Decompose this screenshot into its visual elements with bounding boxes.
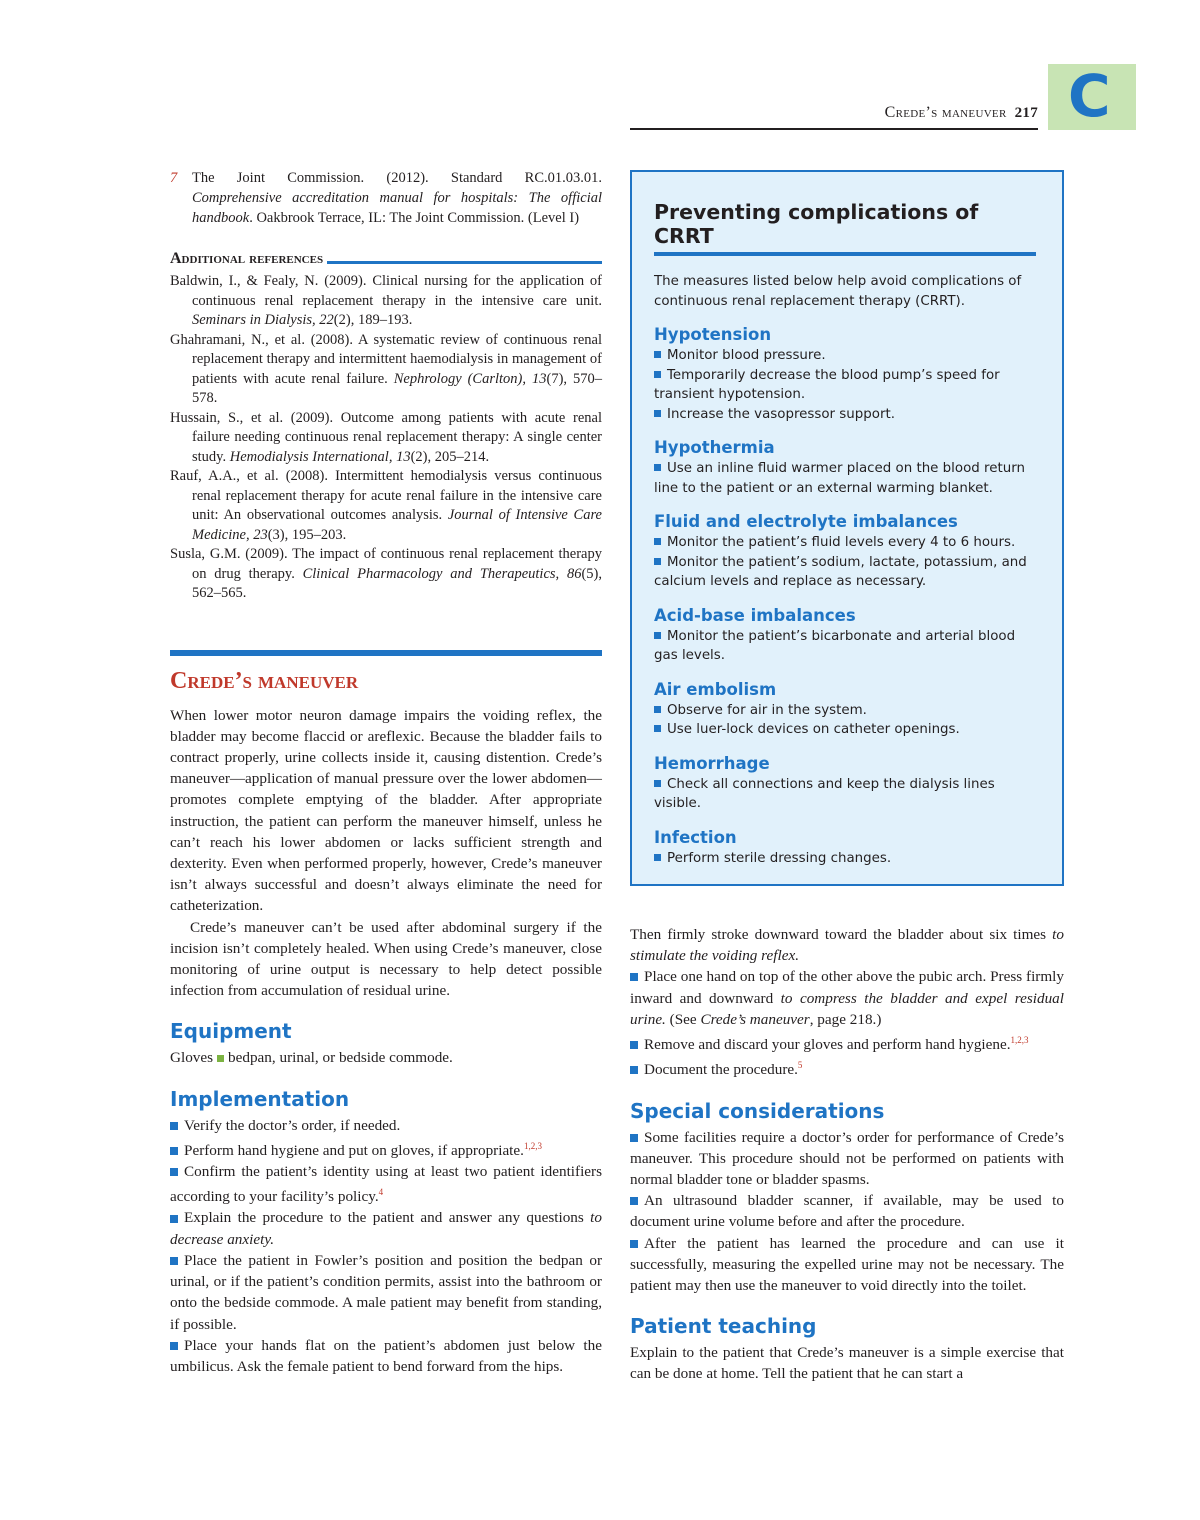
reference-text: . Oakbrook Terrace, IL: The Joint Commission. (Level I) xyxy=(249,210,580,226)
sidebar-item-text: Perform sterile dressing changes. xyxy=(667,850,892,866)
sidebar-item xyxy=(654,533,1042,553)
bullet-icon xyxy=(630,1240,638,1248)
bullet-icon xyxy=(654,464,661,471)
bullet-icon xyxy=(170,1122,178,1130)
reference-item xyxy=(170,545,602,604)
reference-7 xyxy=(170,168,602,228)
crrt-sidebar-box xyxy=(630,170,1064,886)
special-considerations-heading: Special considerations xyxy=(630,1098,885,1123)
bullet-icon xyxy=(654,351,661,358)
bullet-icon xyxy=(630,1066,638,1074)
sidebar-heading: Hemorrhage xyxy=(654,753,770,773)
sidebar-heading: Fluid and electrolyte imbalances xyxy=(654,512,958,531)
ref-journal: Clinical Pharmacology and Therapeutics, 86 xyxy=(302,565,582,582)
ref-journal: Journal of Intensive Care Medicine, 23 xyxy=(192,507,602,543)
ref-text: Ghahramani, N., et al. (2008). A systematic review of continuous renal replacement therapy and intermittent haemodialysis in management of patients with acute renal failure. xyxy=(170,331,602,387)
bullet-icon xyxy=(654,371,661,378)
right-column xyxy=(630,924,1064,1385)
heading-text: Additional references xyxy=(170,250,324,267)
ref-journal: Hemodialysis International, 13 xyxy=(229,448,411,465)
bullet-icon xyxy=(170,1342,178,1350)
sidebar-item-text: Check all connections and keep the dialysis lines visible. xyxy=(654,776,995,811)
ref-text: Susla, G.M. (2009). The impact of continuous renal replacement therapy on drug therapy. xyxy=(170,546,602,582)
bullet-text: Perform hand hygiene and put on gloves, if appropriate. xyxy=(184,1141,524,1159)
reference-text: The Joint Commission. (2012). Standard RC.01.03.01. xyxy=(192,170,602,186)
ref-text: Rauf, A.A., et al. (2008). Intermittent hemodialysis versus continuous renal replacement therapy for acute renal failure in the intensive care unit: An observational outcomes analysis. xyxy=(170,468,602,523)
running-header xyxy=(885,104,1038,122)
bullet-item xyxy=(630,1127,1064,1191)
reference-item xyxy=(170,331,602,409)
sidebar-heading: Infection xyxy=(654,827,737,847)
bullet-icon xyxy=(654,706,661,713)
bullet-text: After the patient has learned the procedure and can use it successfully, measuring the expelled urine may not be necessary. The patient may then use the maneuver to void directly into the toilet. xyxy=(630,1234,1064,1294)
sidebar-item xyxy=(654,775,1042,814)
bullet-text: Verify the doctor’s order, if needed. xyxy=(184,1116,401,1134)
ref-text: Hussain, S., et al. (2009). Outcome among patients with acute renal failure needing continuous renal replacement therapy: A single center study. xyxy=(170,409,602,465)
bullet-text: Document the procedure. xyxy=(644,1061,798,1079)
bullet-icon xyxy=(630,1134,638,1142)
ref-text: (5), 562–565. xyxy=(192,565,602,601)
sidebar-heading: Acid-base imbalances xyxy=(654,605,856,625)
citation-sup: 4 xyxy=(378,1187,384,1198)
bullet-icon xyxy=(654,780,661,787)
ref-journal: Seminars in Dialysis, 22 xyxy=(192,312,334,328)
body-text: Then firmly stroke downward toward the bladder about six times xyxy=(630,926,1053,943)
sidebar-intro: The measures listed below help avoid complications of continuous renal replacement therapy (CRRT). xyxy=(654,274,1022,309)
sidebar-item xyxy=(654,346,1042,366)
bullet-item xyxy=(630,1030,1064,1055)
reference-item xyxy=(170,272,602,331)
sidebar-heading: Hypothermia xyxy=(654,438,775,457)
sidebar-title: Preventing complications of CRRT xyxy=(654,200,1036,256)
reference-item xyxy=(170,467,602,545)
additional-references-list xyxy=(170,272,602,604)
rationale-text: to stimulate the voiding reflex. xyxy=(630,926,1064,965)
section-title: Crede’s maneuver xyxy=(170,667,359,694)
bullet-text: Explain the procedure to the patient and answer any questions xyxy=(184,1209,591,1227)
sidebar-heading: Air embolism xyxy=(654,679,777,699)
bullet-text: Place the patient in Fowler’s position and position the bedpan or urinal, or if the patient’s condition permits, assist into the bathroom or onto the bedside commode. A male patient may benefit from standing, if possible. xyxy=(170,1251,602,1333)
bullet-icon xyxy=(654,538,661,545)
sidebar-item-text: Monitor blood pressure. xyxy=(667,348,826,363)
bullet-text: Place one hand on top of the other above the pubic arch. Press firmly inward and downward xyxy=(630,968,1064,1007)
bullet-text: , page 218.) xyxy=(809,1010,882,1028)
implementation-heading: Implementation xyxy=(170,1086,350,1111)
cross-reference: Crede’s maneuver xyxy=(700,1010,810,1028)
bullet-icon xyxy=(654,410,661,417)
bullet-item xyxy=(630,1233,1064,1297)
bullet-text: Place your hands flat on the patient’s abdomen just below the umbilicus. Ask the female patient to bend forward from the hips. xyxy=(170,1336,602,1375)
equipment-list xyxy=(170,1047,602,1068)
left-column xyxy=(170,160,602,1377)
bullet-icon xyxy=(654,558,661,565)
bullet-icon xyxy=(170,1257,178,1265)
ref-text: (3), 195–203. xyxy=(267,526,347,543)
equipment-item: bedpan, urinal, or bedside commode. xyxy=(228,1049,453,1067)
sidebar-item xyxy=(654,405,1042,425)
intro-paragraph: When lower motor neuron damage impairs the voiding reflex, the bladder may become flaccid or areflexic. Because the bladder fails to contract properly, urine collects inside it, causing distention. Crede’s maneuver—application of manual pressure over the lower abdomen—promotes complete emptying of the bladder. After appropriate instruction, the patient can perform the maneuver himself, unless he can’t reach his lower abdomen or lacks sufficient strength and dexterity. Even when performed properly, however, Crede’s maneuver isn’t always successful and doesn’t always eliminate the need for catheterization. xyxy=(170,706,602,915)
section-tab xyxy=(1048,64,1136,130)
tab-letter: C xyxy=(1068,62,1111,130)
bullet-icon xyxy=(654,725,661,732)
bullet-item xyxy=(170,1161,602,1207)
ref-text: (2), 205–214. xyxy=(410,448,490,465)
bullet-icon xyxy=(654,854,661,861)
bullet-item xyxy=(170,1207,602,1249)
citation-sup: 1,2,3 xyxy=(1010,1035,1029,1046)
section-rule xyxy=(170,650,602,656)
equipment-item: Gloves xyxy=(170,1049,214,1067)
header-rule xyxy=(630,128,1038,130)
bullet-item xyxy=(630,1190,1064,1232)
sidebar-item-text: Observe for air in the system. xyxy=(667,702,867,718)
additional-references-heading xyxy=(170,250,602,268)
sidebar-item-text: Use an inline fluid warmer placed on the blood return line to the patient or an external warming blanket. xyxy=(654,461,1025,496)
bullet-icon xyxy=(217,1055,224,1062)
bullet-text: An ultrasound bladder scanner, if available, may be used to document urine volume before and after the procedure. xyxy=(630,1192,1064,1231)
sidebar-item-text: Temporarily decrease the blood pump’s speed for transient hypotension. xyxy=(654,367,1000,402)
bullet-item xyxy=(170,1115,602,1136)
ref-text: (2), 189–193. xyxy=(333,312,413,328)
heading-rule xyxy=(327,261,602,264)
reference-number: 7 xyxy=(170,170,178,186)
rationale-text: to decrease anxiety. xyxy=(170,1209,602,1248)
sidebar-item xyxy=(654,553,1042,592)
sidebar-item xyxy=(654,366,1042,405)
bullet-icon xyxy=(170,1147,178,1155)
page-number: 217 xyxy=(1014,105,1038,121)
sidebar-item xyxy=(654,720,1042,740)
bullet-text: Confirm the patient’s identity using at least two patient identifiers according to your facility’s policy. xyxy=(170,1163,602,1206)
bullet-icon xyxy=(630,973,638,981)
patient-teaching-heading: Patient teaching xyxy=(630,1314,817,1339)
sidebar-heading: Hypotension xyxy=(654,325,772,344)
bullet-text: Remove and discard your gloves and perform hand hygiene. xyxy=(644,1036,1011,1054)
ref-text: Baldwin, I., & Fealy, N. (2009). Clinical nursing for the application of continuous renal replacement therapy in the intensive care unit. xyxy=(170,273,602,309)
citation-sup: 5 xyxy=(797,1060,803,1071)
running-title: Crede’s maneuver xyxy=(884,104,1007,121)
sidebar-item xyxy=(654,849,1042,869)
sidebar-item-text: Monitor the patient’s bicarbonate and arterial blood gas levels. xyxy=(654,628,1016,663)
sidebar-item-text: Monitor the patient’s sodium, lactate, potassium, and calcium levels and replace as necessary. xyxy=(654,554,1027,589)
bullet-item xyxy=(170,1335,602,1377)
citation-sup: 1,2,3 xyxy=(523,1140,542,1151)
bullet-item xyxy=(630,1055,1064,1080)
sidebar-item xyxy=(654,459,1042,498)
ref-text: (7), 570–578. xyxy=(192,370,602,406)
bullet-icon xyxy=(630,1041,638,1049)
rationale-text: to compress the bladder and expel residual urine. xyxy=(630,989,1064,1028)
sidebar-item xyxy=(654,627,1042,666)
bullet-icon xyxy=(630,1197,638,1205)
caution-paragraph: Crede’s maneuver can’t be used after abdominal surgery if the incision isn’t completely healed. When using Crede’s maneuver, close monitoring of urine output is necessary to help detect possible infection from accumulation of residual urine. xyxy=(170,918,602,1000)
sidebar-item-text: Monitor the patient’s fluid levels every 4 to 6 hours. xyxy=(667,535,1016,550)
bullet-icon xyxy=(654,632,661,639)
bullet-item xyxy=(170,1250,602,1335)
equipment-heading: Equipment xyxy=(170,1019,292,1044)
teaching-paragraph: Explain to the patient that Crede’s maneuver is a simple exercise that can be done at home. Tell the patient that he can start a xyxy=(630,1344,1064,1383)
bullet-item xyxy=(170,1136,602,1161)
bullet-icon xyxy=(170,1168,178,1176)
bullet-text: (See xyxy=(665,1010,701,1028)
ref-journal: Nephrology (Carlton), 13 xyxy=(393,370,547,387)
bullet-text: Some facilities require a doctor’s order for performance of Crede’s maneuver. This procedure should not be performed on patients with normal bladder tone or bladder spasms. xyxy=(630,1128,1064,1188)
reference-title: Comprehensive accreditation manual for hospitals: The official handbook xyxy=(192,190,602,226)
continued-text xyxy=(630,924,1064,966)
sidebar-item-text: Use luer-lock devices on catheter openings. xyxy=(667,722,960,737)
bullet-item xyxy=(630,966,1064,1030)
sidebar-item-text: Increase the vasopressor support. xyxy=(667,406,895,422)
sidebar-item xyxy=(654,701,1042,721)
bullet-icon xyxy=(170,1215,178,1223)
reference-item xyxy=(170,409,602,468)
